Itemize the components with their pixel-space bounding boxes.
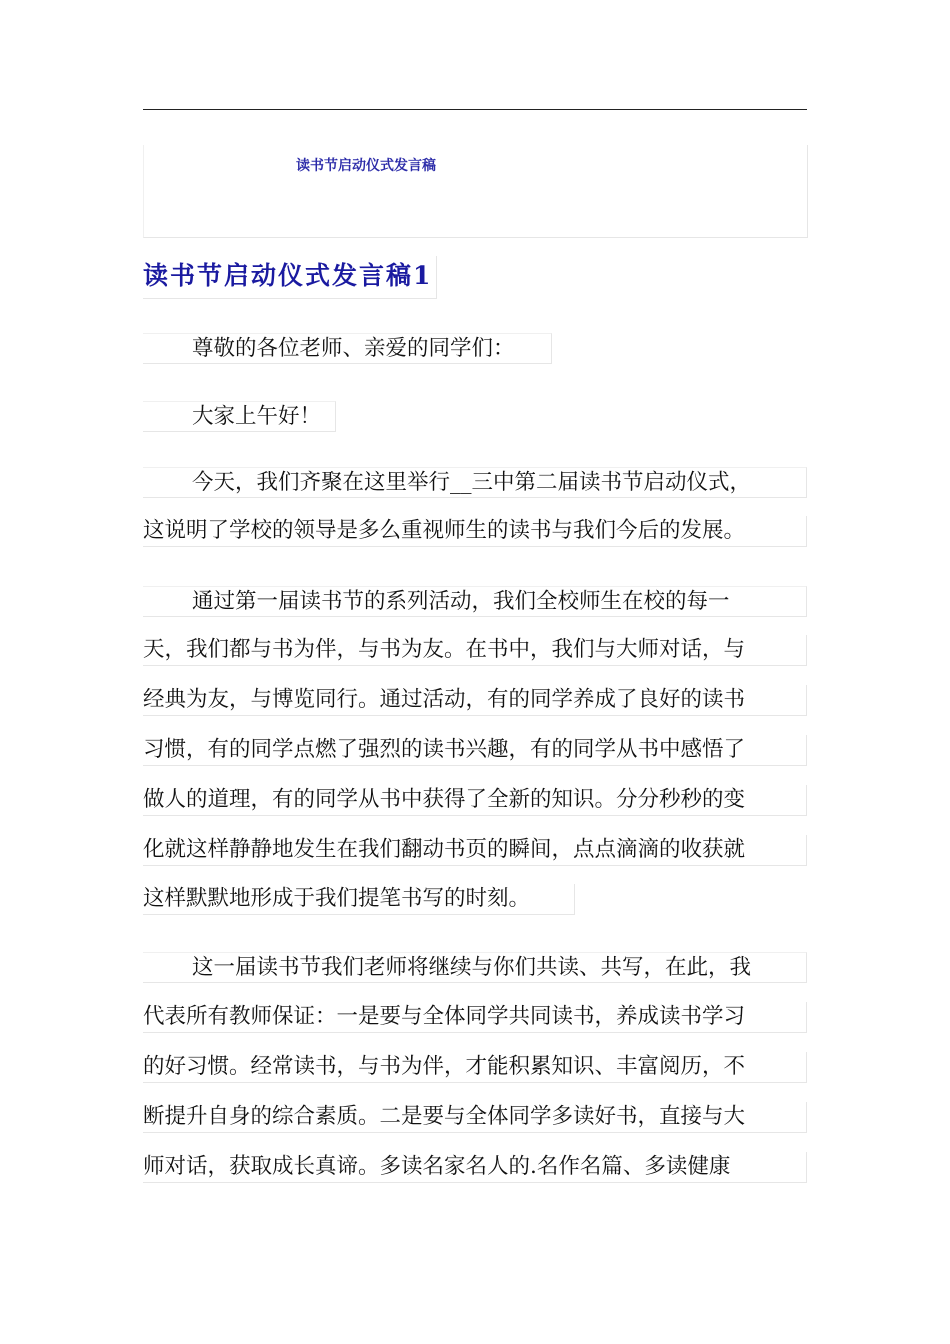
paragraph-line: 这样默默地形成于我们提笔书写的时刻。 (143, 884, 575, 915)
paragraph-line: 天，我们都与书为伴，与书为友。在书中，我们与大师对话，与 (143, 635, 807, 666)
paragraph-line: 经典为友，与博览同行。通过活动，有的同学养成了良好的读书 (143, 685, 807, 716)
paragraph-line: 这说明了学校的领导是多么重视师生的读书与我们今后的发展。 (143, 516, 807, 547)
paragraph-line: 尊敬的各位老师、亲爱的同学们： (143, 333, 552, 364)
paragraph-line: 今天，我们齐聚在这里举行__三中第二届读书节启动仪式， (143, 467, 807, 498)
header-title: 读书节启动仪式发言稿 (296, 158, 436, 174)
paragraph-line: 大家上午好！ (143, 401, 336, 432)
document-header (143, 145, 808, 238)
paragraph-line: 化就这样静静地发生在我们翻动书页的瞬间，点点滴滴的收获就 (143, 835, 807, 866)
paragraph-line: 通过第一届读书节的系列活动，我们全校师生在校的每一 (143, 586, 807, 617)
header-rule (143, 109, 807, 110)
paragraph-line: 代表所有教师保证：一是要与全体同学共同读书，养成读书学习 (143, 1002, 807, 1033)
paragraph-line: 做人的道理，有的同学从书中获得了全新的知识。分分秒秒的变 (143, 785, 807, 816)
paragraph-line: 断提升自身的综合素质。二是要与全体同学多读好书，直接与大 (143, 1102, 807, 1133)
paragraph-line: 师对话，获取成长真谛。多读名家名人的.名作名篇、多读健康 (143, 1152, 807, 1183)
paragraph-line: 的好习惯。经常读书，与书为伴，才能积累知识、丰富阅历，不 (143, 1052, 807, 1083)
paragraph-line: 习惯，有的同学点燃了强烈的读书兴趣，有的同学从书中感悟了 (143, 735, 807, 766)
section-heading: 读书节启动仪式发言稿1 (143, 256, 437, 299)
paragraph-line: 这一届读书节我们老师将继续与你们共读、共写，在此，我 (143, 952, 807, 983)
